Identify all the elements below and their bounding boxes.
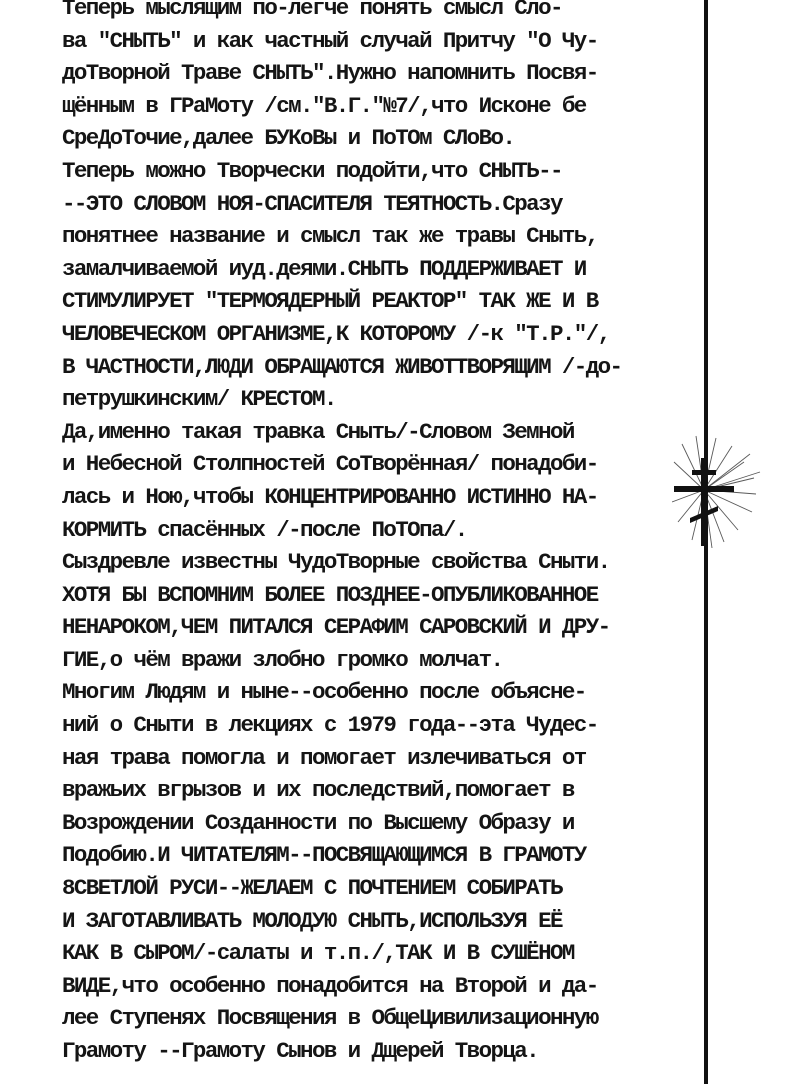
text-line: доТворной Траве СНЫТЬ".Нужно напомнить Посвя- (62, 60, 598, 87)
text-line: Теперь можно Творчески подойти,что СНЫТЬ-- (62, 157, 562, 184)
text-line: Подобию.И ЧИТАТЕЛЯМ--ПОСВЯЩАЮЩИМСЯ В ГРАМОТУ (62, 842, 586, 869)
text-line: Да,именно такая травка Сныть/-Словом Земной (62, 418, 574, 445)
orthodox-cross-icon (672, 432, 764, 554)
text-line: Сыздревле известны ЧудоТворные свойства Сныти. (62, 549, 610, 576)
text-line: И ЗАГОТАВЛИВАТЬ МОЛОДУЮ СНЫТЬ,ИСПОЛЬЗУЯ ЕЁ (62, 907, 562, 934)
text-line: лась и Ною,чтобы КОНЦЕНТРИРОВАННО ИСТИННО НА- (62, 483, 598, 510)
text-line: КОРМИТЬ спасённых /-после ПоТОпа/. (62, 516, 467, 543)
document-text (62, 0, 692, 1068)
text-line: КАК В СЫРОМ/-салаты и т.п./,ТАК И В СУШЁНОМ (62, 940, 574, 967)
text-line: ХОТЯ БЫ ВСПОМНИМ БОЛЕЕ ПОЗДНЕЕ-ОПУБЛИКОВАННОЕ (62, 581, 598, 608)
text-line: --ЭТО СЛОВОМ НОЯ-СПАСИТЕЛЯ ТЕЯТНОСТЬ.Сразу (62, 190, 562, 217)
text-line: ЧЕЛОВЕЧЕСКОМ ОРГАНИЗМЕ,К КОТОРОМУ /-к "Т.Р."/, (62, 320, 610, 347)
text-line: Грамоту --Грамоту Сынов и Дщерей Творца. (62, 1038, 539, 1064)
text-line: Возрождении Созданности по Высшему Образу и (62, 809, 574, 836)
text-line: НЕНАРОКОМ,ЧЕМ ПИТАЛСЯ СЕРАФИМ САРОВСКИЙ И ДРУ- (62, 614, 610, 641)
text-line: петрушкинским/ КРЕСТОМ. (62, 386, 336, 413)
text-line: ва "СНЫТЬ" и как частный случай Притчу "О Чу- (62, 27, 598, 54)
text-line: В ЧАСТНОСТИ,ЛЮДИ ОБРАЩАЮТСЯ ЖИВОТТВОРЯЩИМ /-до- (62, 353, 622, 380)
text-line: ГИЕ,о чём вражи злобно громко молчат. (62, 646, 503, 673)
text-line: СреДоТочие,далее БУКоВы и ПоТОм СЛоВо. (62, 125, 515, 152)
text-line: СТИМУЛИРУЕТ "ТЕРМОЯДЕРНЫЙ РЕАКТОР" ТАК ЖЕ И В (62, 288, 598, 315)
text-line: 8СВЕТЛОЙ РУСИ--ЖЕЛАЕМ С ПОЧТЕНИЕМ СОБИРАТЬ (62, 875, 562, 902)
text-line: щённым в ГРаМоту /см."В.Г."№7/,что Исконе бе (62, 92, 586, 119)
text-line: замалчиваемой иуд.деями.СНЫТЬ ПОДДЕРЖИВАЕТ И (62, 255, 586, 282)
text-line: Теперь мыслящим по-легче понять смысл Сло- (62, 0, 562, 21)
text-line: вражьих вгрызов и их последствий,помогает в (62, 777, 574, 804)
text-line: Многим Людям и ныне--особенно после объясне- (62, 679, 586, 706)
text-line: понятнее название и смысл так же травы Сныть, (62, 223, 598, 250)
text-line: ная трава помогла и помогает излечиваться от (62, 744, 586, 771)
text-line: ВИДЕ,что особенно понадобится на Второй и да- (62, 972, 598, 999)
text-line: лее Ступенях Посвящения в ОбщеЦивилизационную (62, 1005, 598, 1032)
text-line: и Небесной Столпностей СоТворённая/ понадоби- (62, 451, 598, 478)
text-line: ний о Сныти в лекциях с 1979 года--эта Чудес- (62, 712, 598, 739)
